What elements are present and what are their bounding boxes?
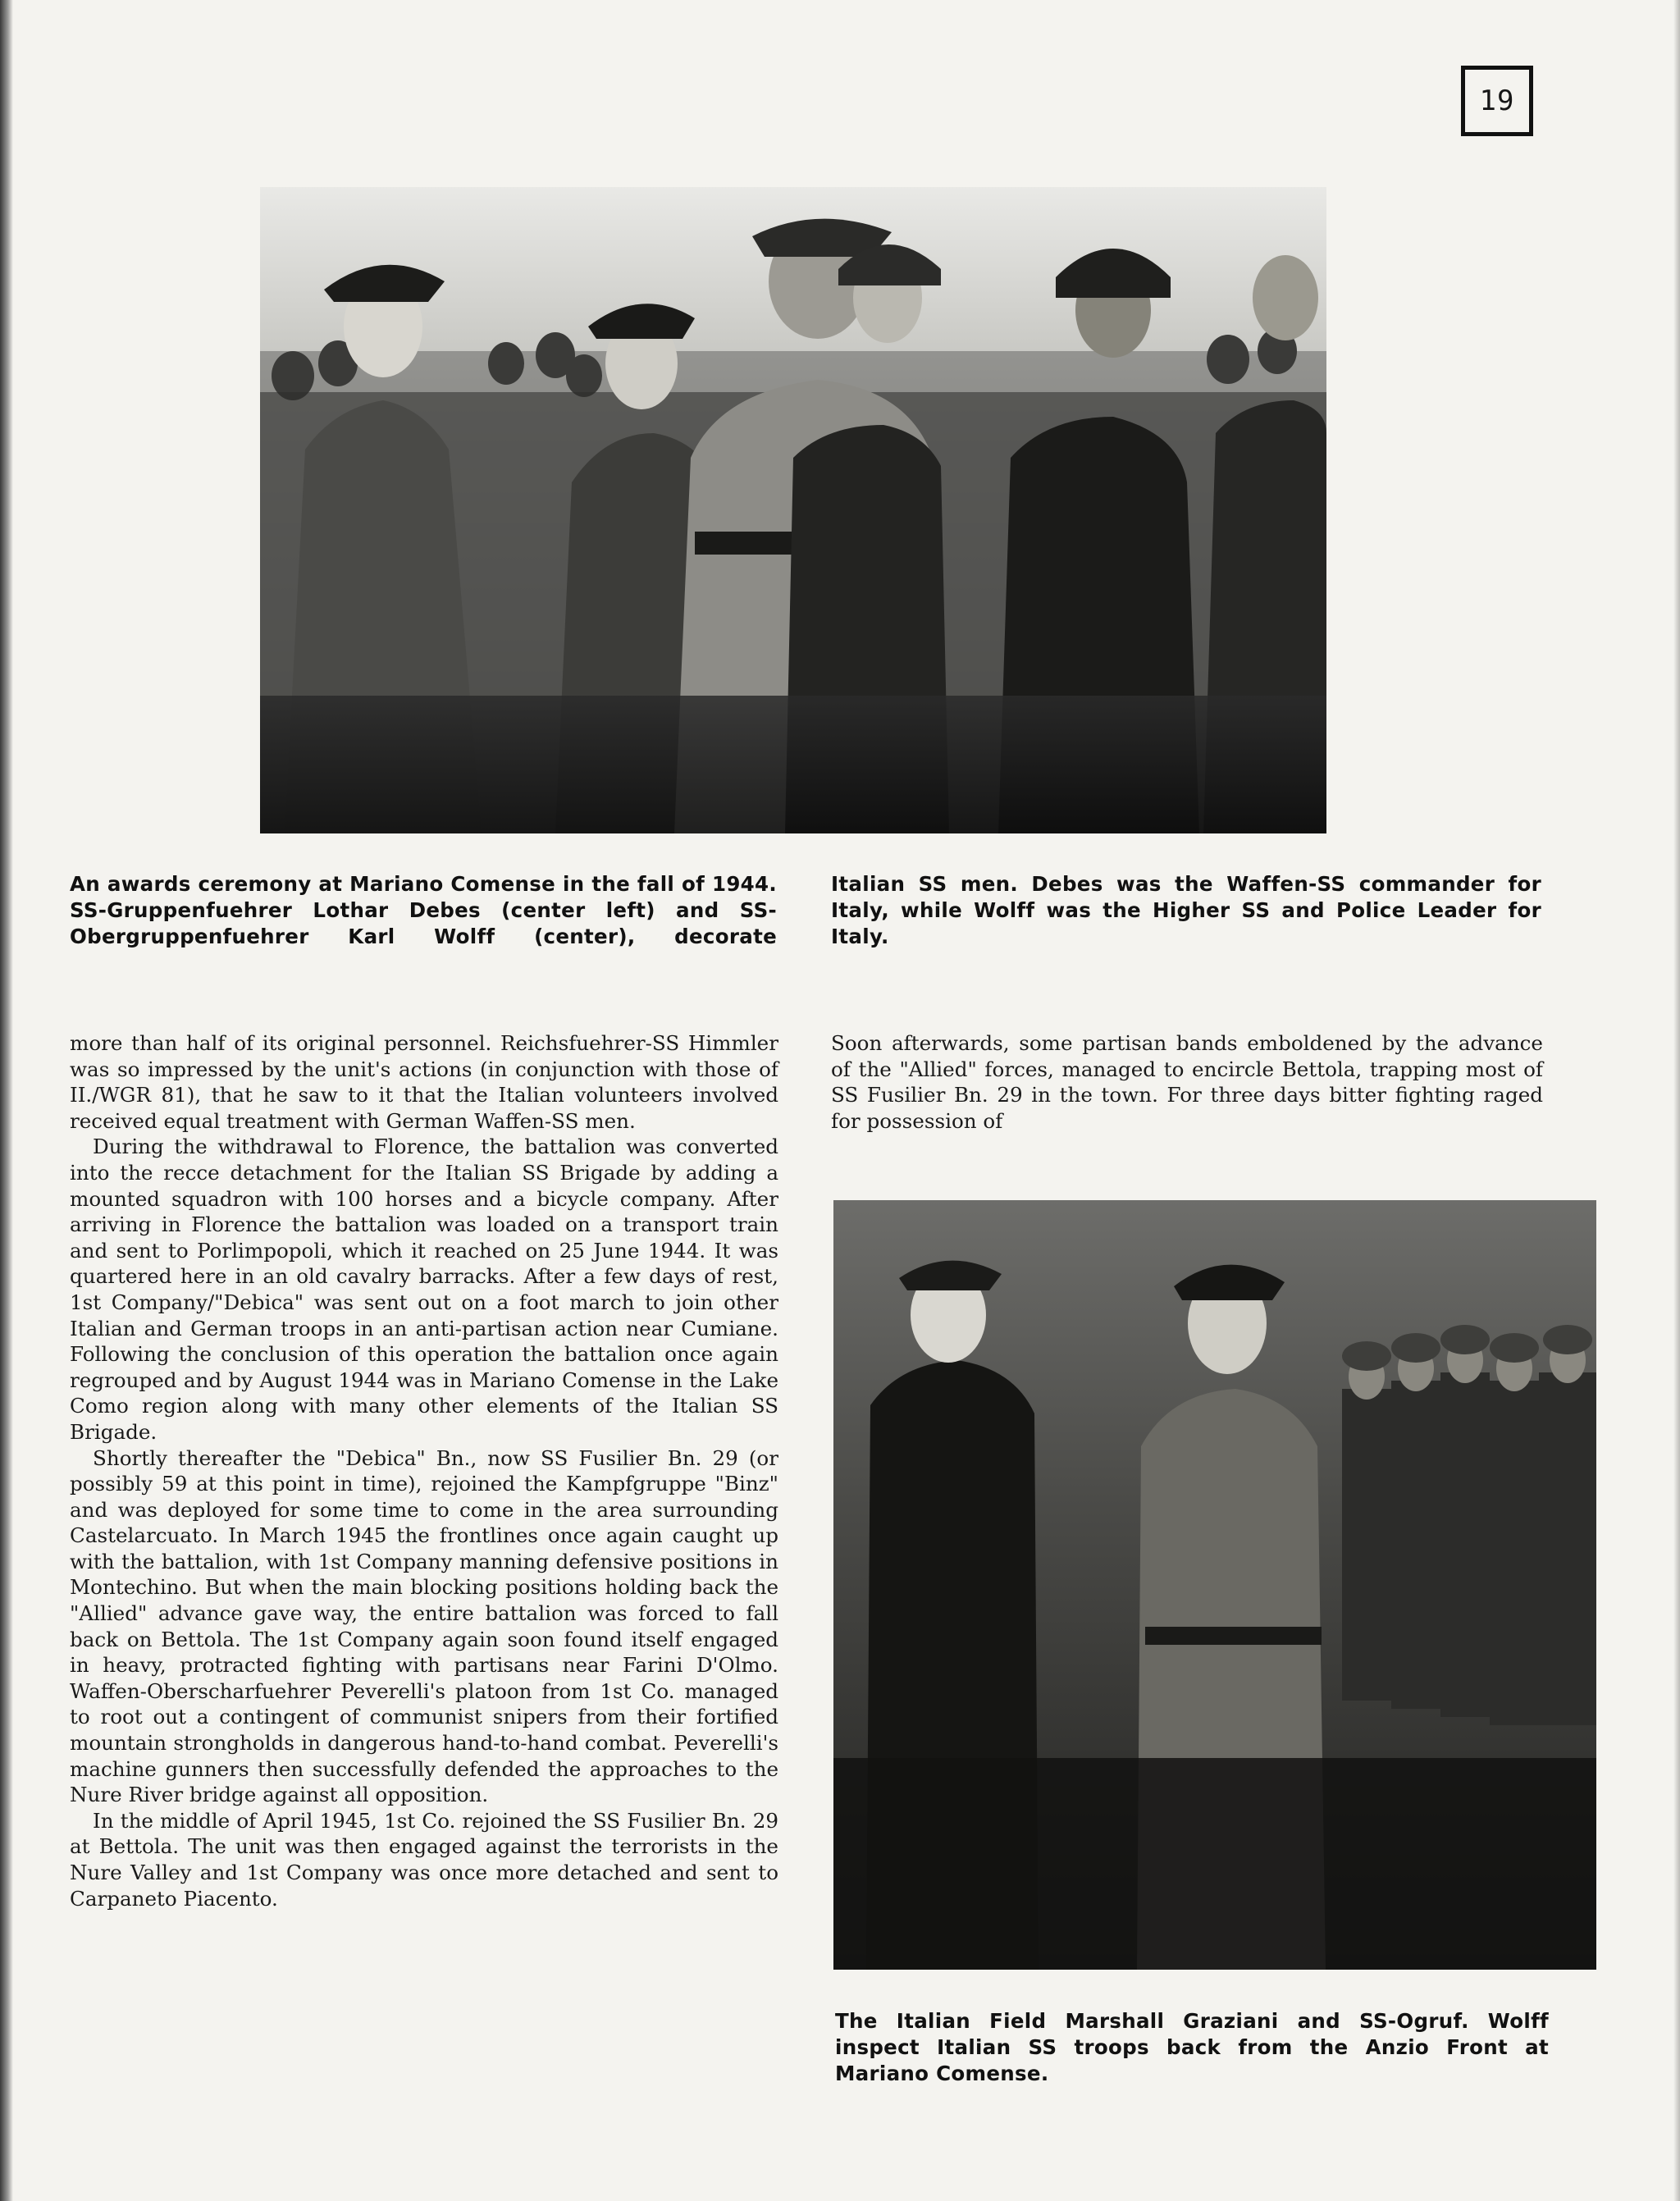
body-column-left — [70, 1030, 778, 1911]
body-column-right — [831, 1030, 1543, 1134]
bottom-photo-caption: The Italian Field Marshall Graziani and SS-Ogruf. Wolff inspect Italian SS troops back from the Anzio Front at Mariano Comense. — [835, 2009, 1549, 2085]
troop-inspection-photo — [833, 1200, 1596, 1970]
top-photo-caption-left: An awards ceremony at Mariano Comense in the fall of 1944. SS-Gruppenfuehrer Lothar Debes (center left) and SS-Obergruppenfuehrer Karl Wolff (center), decorate — [70, 872, 777, 948]
photo-icon — [833, 1200, 1596, 1970]
photo-icon — [260, 187, 1326, 833]
paragraph: Soon afterwards, some partisan bands emboldened by the advance of the "Allied" forces, managed to encircle Bettola, trapping most of SS Fusilier Bn. 29 in the town. For three days bitter fighting raged for possession of — [831, 1031, 1543, 1133]
top-photo-caption-right: Italian SS men. Debes was the Waffen-SS commander for Italy, while Wolff was the Higher SS and Police Leader for Italy. — [831, 872, 1541, 948]
page-edge-shadow — [1673, 0, 1680, 2201]
page-binding-shadow — [0, 0, 13, 2201]
paragraph: more than half of its original personnel. Reichsfuehrer-SS Himmler was so impressed by the unit's actions (in conjunction with those of II./WGR 81), that he saw to it that the Italian volunteers involved received equal treatment with German Waffen-SS men. — [70, 1031, 778, 1133]
page-number-box — [1461, 66, 1533, 136]
paragraph: During the withdrawal to Florence, the battalion was converted into the recce detachment for the Italian SS Brigade by adding a mounted squadron with 100 horses and a bicycle company. After arriving in Florence the battalion was loaded on a transport train and sent to Porlimpopoli, which it reached on 25 June 1944. It was quartered here in an old cavalry barracks. After a few days of rest, 1st Company/"Debica" was sent out on a foot march to join other Italian and German troops in an anti-partisan action near Cumiane. Following the conclusion of this operation the battalion once again regrouped and by August 1944 was in Mariano Comense in the Lake Como region along with many other elements of the Italian SS Brigade. — [70, 1135, 778, 1444]
paragraph: In the middle of April 1945, 1st Co. rejoined the SS Fusilier Bn. 29 at Bettola. The unit was then engaged against the terrorists in the Nure Valley and 1st Company was once more detached and sent to Carpaneto Piacento. — [70, 1808, 778, 1911]
paragraph: Shortly thereafter the "Debica" Bn., now SS Fusilier Bn. 29 (or possibly 59 at this point in time), rejoined the Kampfgruppe "Binz" and was deployed for some time to come in the area surrounding Castelarcuato. In March 1945 the frontlines once again caught up with the battalion, with 1st Company manning defensive positions in Montechino. But when the main blocking positions holding back the "Allied" advance gave way, the entire battalion was forced to fall back on Bettola. The 1st Company again soon found itself engaged in heavy, protracted fighting with partisans near Farini D'Olmo. Waffen-Oberscharfuehrer Peverelli's platoon from 1st Co. managed to root out a contingent of communist snipers from their fortified mountain strongholds in dangerous hand-to-hand combat. Peverelli's machine gunners then successfully defended the approaches to the Nure River bridge against all opposition. — [70, 1445, 778, 1807]
awards-ceremony-photo — [260, 187, 1326, 833]
page-number: 19 — [1479, 84, 1515, 117]
